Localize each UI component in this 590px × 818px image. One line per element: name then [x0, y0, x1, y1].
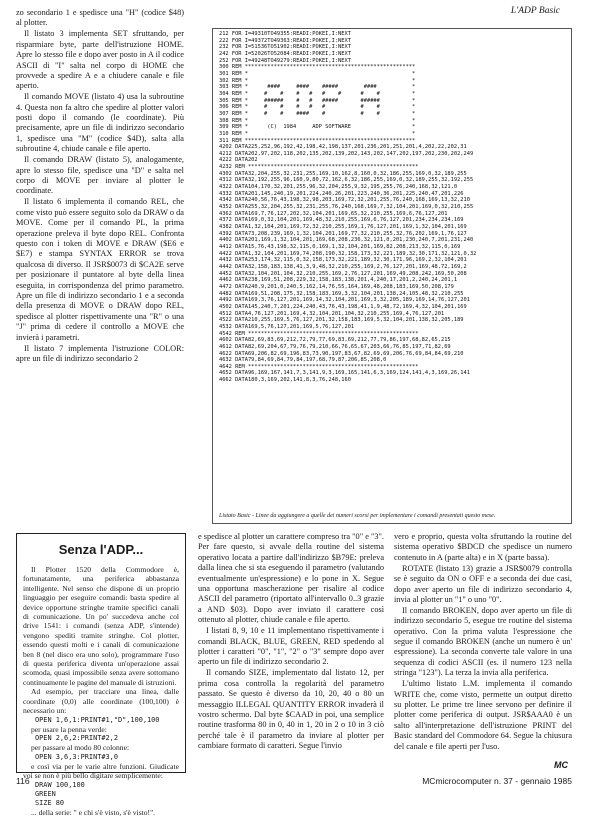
listing-line: 4432 DATA253,174,32,115,0,32,158,173,32,221,189,32,30,171,96,169,2,32,104,201 [219, 257, 467, 264]
listing-line: 4382 DATA1,32,104,201,169,72,32,210,255,169,1,76,127,201,169,1,32,104,201,169 [219, 224, 467, 231]
basic-listing [212, 28, 572, 524]
listing-line: 4412 DATA15,76,43,198,32,115,0,169,1,32,104,201,169,82,208,213,32,115,0,169 [219, 244, 461, 250]
paragraph: ROTATE (listato 13) grazie a JSR$0079 controlla se è seguito da ON o OFF e a seconda dei due casi, dopo aver aperto un file di indirizzo secondario 4, invia al plotter un "1" o uno "0". [394, 563, 572, 604]
listing-line: 4452 DATA32,104,201,104,32,210,255,169,2,76,127,201,169,49,208,242,169,50,208 [219, 270, 467, 277]
listing-line: 4212 DATA202,97,202,118,202,135,202,139,202,143,202,147,202,197,202,230,202,249 [219, 150, 474, 157]
listing-line: 4312 DATA32,192,255,96,160,9,80,72,162,6,32,186,255,169,0,32,189,255,32,192,255 [219, 177, 474, 184]
right-column [394, 532, 572, 753]
listing-line: 4322 DATA104,170,32,201,255,96,32,204,255,9,32,195,255,76,240,168,32,121,0 [219, 184, 458, 191]
listing-line: 309 REM * (C) 1984 ADP SOFTWARE * [219, 124, 416, 131]
listing-line: 222 FOR I=49372TO49363:READI:POKEI,I:NEXT [219, 37, 351, 44]
listing-line: 305 REM * ###### # # ##### ###### * [219, 97, 416, 104]
listing-line: 4342 DATA240,56,76,43,198,32,98,203,169,72,32,201,255,76,240,168,169,13,32,210 [219, 197, 470, 204]
listing-line: 301 REM * * [219, 70, 416, 77]
paragraph: e spedisce al plotter un carattere compreso tra "0" e "3". Per fare questo, si avvale della routine del sistema operativo locata a partire dall'indirizzo $B79E: preleva dalla linea che si sta eseguendo il parametro (valutando eventualmente un'espressione) e lo pone in X. Segue una opportuna mascherazione per risalire al codice ASCII del parametro (riportato all'intervallo 0..3 grazie a AND $03). Dopo aver inviato il carattere così ottenuto al plotter, chiude canale e file aperto. [198, 532, 384, 625]
listing-line: 4612 DATA82,69,204,67,79,76,79,210,66,76,65,67,203,66,76,85,197,71,82,69 [219, 343, 451, 350]
paragraph: Il comando MOVE (listato 4) usa la subroutine 4. Questa non fa altro che spedire al plotter valori posti dopo il comando (le coordinate). Più precisamente, apre un file di indirizzo secondario 1, spedisce una "M" (codice $4D), salta alla subroutine 4, chiude canale e file aperto. [16, 92, 184, 154]
listing-line: 4492 DATA169,3,76,127,201,169,14,32,104,201,169,3,32,205,189,169,14,76,127,201 [219, 297, 470, 304]
paragraph: vero e proprio, questa volta sfruttando la routine del sistema operativo $BDCD che spedisce un numero contenuto in A (parte alta) e in X (parte bassa). [394, 532, 572, 562]
listing-line: 4462 DATA238,169,51,208,229,32,158,183,138,201,4,240,17,201,2,240,24,201,1 [219, 277, 458, 284]
listing-line: 306 REM * # # # # # # # * [219, 104, 416, 111]
paragraph: I listati 8, 9, 10 e 11 implementano rispettivamente i comandi BLACK, BLUE, GREEN, RED spedendo al plotter i caratteri "0", "1", "2" o "3" sempre dopo aver aperto un file di indirizzo secondario 2. [198, 626, 384, 667]
listing-line: 4532 DATA169,5,76,127,201,169,5,76,127,201 [219, 323, 355, 330]
listing-line: 4372 DATA169,0,32,104,201,169,48,32,210,255,169,6,76,127,201,234,234,234,169 [219, 217, 464, 224]
sidebar-paragraph: ... della serie: " e chi s'è visto, s'è visto!". [31, 808, 156, 818]
code-example: SIZE 80 [35, 799, 65, 808]
paragraph: L'ultimo listato L.M. implementa il comando WRITE che, come visto, permette un output diretto su plotter. Le prime tre linee servono per definire il plotter come periferica di output. JSR$AAA0 è un salto all'interpretazione dell'istruzione PRINT del Basic standard del Commodore 64. Segue la chiusura del canale e file aperti per l'uso. [394, 679, 572, 751]
listing-line: 307 REM * # # #### # # # * [219, 110, 416, 117]
paragraph: Il listato 3 implementa SET sfruttando, per risparmiare byte, parte dell'istruzione HOME. Apre lo stesso file e dopo aver posto in A il codice ASCII di "I" salta nel corpo di HOME che provvede a spedire A e a chiudere canale e file aperto. [16, 29, 184, 91]
paragraph: zo secondario 1 e spedisce una "H" (codice $48) al plotter. [16, 8, 184, 28]
code-example: OPEN 3,6,3:PRINT#3,0 [35, 752, 118, 761]
listing-line: 4652 DATA96,169,167,141,7,3,141,9,3,169,165,141,6,3,169,124,141,4,3,169,26,141 [219, 370, 470, 377]
listing-line: 4352 DATA255,32,204,255,32,231,255,76,240,168,169,7,32,104,201,169,0,32,210,255 [219, 204, 474, 211]
code-example: GREEN [35, 789, 56, 798]
code-example: OPEN 2,6,2:PRINT#2,2 [35, 734, 118, 743]
left-column [16, 8, 184, 365]
listing-line: 4222 DATA202 [219, 157, 258, 164]
sidebar-paragraph: e così via per le varie altre funzioni. Giudicate voi se non è più bello digitare semplicemente: [23, 761, 179, 781]
listing-line: 4522 DATA210,255,169,5,76,127,201,32,158,183,169,5,32,104,201,138,32,205,189 [219, 317, 464, 324]
listing-line: 232 FOR I=51536TO51902:READI:POKEI,I:NEXT [219, 44, 351, 51]
paragraph: Il comando DRAW (listato 5), analogamente, apre lo stesso file, spedisce una "D" e salta nel corpo di MOVE per inviare al plotter le coordinate. [16, 155, 184, 196]
listing-line: 212 FOR I=49310TO49355:READI:POKEI,I:NEXT [219, 31, 351, 37]
paragraph: Il listato 7 implementa l'istruzione COLOR: apre un file di indirizzo secondario 2 [16, 343, 184, 363]
listing-line: 300 REM ***************************************************** [219, 64, 416, 71]
listing-line: 310 REM * * [219, 130, 416, 137]
listing-line: 308 REM * * [219, 117, 416, 124]
listing-line: 311 REM ***************************************************** [219, 137, 416, 144]
listing-line: 4442 DATA32,158,183,138,41,3,9,48,32,210,255,169,2,76,127,201,169,48,72,169,2 [219, 263, 467, 270]
paragraph: Il listato 6 implementa il comando REL, che come visto può essere seguito solo da DRAW o da MOVE. Come per il comando PL, la prima operazione preleva il byte dopo REL. Confronta questo con i token di MOVE e DRAW ($E6 e $E7) e stampa SYNTAX ERROR se trova qualcosa di diverso. Il JSR$0073 di $CA2E serve per posizionare il puntatore al byte della linea eseguita, in corrispondenza del primo parametro. Apre un file di indirizzo secondario 1 e a seconda della presenza di MOVE o DRAW dopo REL, spedisce al plotter rispettivamente una "R" o una "J" prima di cedere il controllo a MOVE che invierà i parametri. [16, 197, 184, 342]
sidebar-paragraph: Ad esempio, per tracciare una linea, dalle coordinate (0,0) alle coordinate (100,100) è necessario un: [23, 687, 179, 716]
listing-line: 4662 DATA180,3,169,202,141,8,3,76,248,160 [219, 377, 351, 384]
listing-line: 4632 DATA79,84,69,84,79,84,197,68,79,87,206,85,208,0 [219, 357, 387, 364]
paragraph: Il comando SIZE, implementato dal listato 12, per prima cosa controlla la regolarità del parametro passato. Se questo è diverso da 10, 20, 40 o 80 un messaggio ILLEGAL QUANTITY ERROR invaderà il vostro schermo. Dal byte $CAAD in poi, una semplice routine trasforma 80 in 0, 40 in 1, 20 in 2 o 10 in 3 ciò perché tale è il parametro da inviare al plotter per cambiare formato di caratteri. Segue l'invio [198, 668, 384, 751]
listing-line: 4302 DATA32,204,255,32,231,255,169,10,162,8,160,0,32,186,255,169,0,32,189,255 [219, 170, 467, 177]
listing-line: 4232 REM ***************************************************** [219, 164, 419, 171]
sidebar-paragraph: per passare al modo 80 colonne: [31, 743, 130, 753]
listing-line: 4502 DATA145,240,7,201,224,240,43,76,43,198,41,1,9,48,72,169,4,32,104,201,169 [219, 303, 467, 310]
author-signature: MC [554, 760, 568, 770]
listing-line: 4542 REM ***************************************************** [219, 330, 419, 337]
listing-caption: Listato Basic - Linee da aggiungere a quelle dei numeri scorsi per implementare i comandi presentati questo mese. [219, 513, 496, 519]
code-example: DRAW 100,100 [35, 780, 85, 789]
listing-line: 242 FOR I=52026TO52084:READI:POKEI,I:NEXT [219, 50, 351, 57]
listing-line: 4362 DATA169,7,76,127,202,32,104,201,169,65,32,210,255,169,6,76,127,201 [219, 210, 448, 217]
listing-line: 4622 DATA69,206,82,69,196,83,73,90,197,83,67,82,69,69,206,76,69,84,84,69,210 [219, 350, 464, 357]
listing-line: 302 REM * * [219, 77, 416, 84]
sidebar-paragraph: per usare la penna verde: [31, 724, 107, 734]
listing-line: 4332 DATA201,145,240,19,201,224,240,26,201,223,240,36,201,225,240,47,201,226 [219, 190, 464, 197]
listing-line: 4602 DATA82,69,83,69,212,72,79,77,69,83,69,212,77,79,86,197,68,82,65,215 [219, 337, 451, 344]
sidebar-title: Senza l'ADP... [58, 542, 144, 557]
page-number: 116 [16, 776, 30, 786]
listing-line: 4202 DATA225,252,96,192,42,198,42,198,137,201,236,201,251,201,4,202,22,202,31 [219, 144, 467, 151]
listing-line: 4392 DATA73,208,239,169,1,32,104,201,169,77,32,210,255,32,76,202,169,1,76,127 [219, 230, 467, 237]
paragraph: Il comando BROKEN, dopo aver aperto un file di indirizzo secondario 5, esegue tre routine del sistema operativo. Con la prima valuta l'espressione che segue il comando BROKEN (anche un numero è un' espressione). La seconda converte tale valore in una sequenza di codici ASCII (es. il numero 123 nella stringa "123"). La terza la invia alla periferica. [394, 605, 572, 678]
listing-line: 304 REM * # # # # # # # # * [219, 90, 416, 97]
listing-line: 4512 DATA4,76,127,201,169,4,32,104,201,104,32,210,255,169,4,76,127,201 [219, 310, 445, 317]
middle-column [198, 532, 384, 752]
listing-line: 4642 REM ***************************************************** [219, 363, 419, 370]
listing-line: 252 FOR I=49248TO49279:READI:POKEI,I:NEXT [219, 57, 351, 64]
listing-line: 303 REM * #### #### ##### #### * [219, 84, 416, 91]
listing-line: 4472 DATA240,9,201,0,240,5,162,14,76,55,164,169,48,208,183,169,50,208,179 [219, 283, 454, 290]
sidebar-paragraph: Il Plotter 1520 della Commodore è, fortunatamente, una periferica abbastanza intelligente. Nel senso che dispone di un proprio linguaggio per eseguire comandi: basta spedire al device opportune stringhe tramite specifici canali di comunicazione. Un po' succedeva anche col drive 1541: i comandi (senza ADP, s'intende) vengono spediti tramite stringhe. Col plotter, essendo questi molti e i canali di comunicazione ben 8 (nel disco era uno solo), programmare l'uso di questa periferica diventa un'operazione assai scomoda, quasi impossibile senza avere sottomano continuamente le pagine del manuale di istruzioni. [23, 565, 179, 687]
listing-line: 4482 DATA169,51,208,175,32,158,183,169,3,32,104,201,138,24,105,48,32,210,255 [219, 290, 464, 297]
listing-line: 4402 DATA201,169,1,32,104,201,169,68,208,236,32,121,0,201,230,240,7,201,231,240 [219, 237, 474, 244]
code-example: OPEN 1,6,1:PRINT#1,"D",100,100 [35, 715, 160, 724]
running-head: L'ADP Basic [510, 6, 560, 16]
magazine-issue: MCmicrocomputer n. 37 - gennaio 1985 [422, 776, 572, 786]
listing-code [219, 31, 567, 384]
listing-line: 4422 DATA1,32,104,201,169,74,208,190,32,158,173,32,221,189,32,30,171,32,121,0,32 [219, 250, 477, 257]
